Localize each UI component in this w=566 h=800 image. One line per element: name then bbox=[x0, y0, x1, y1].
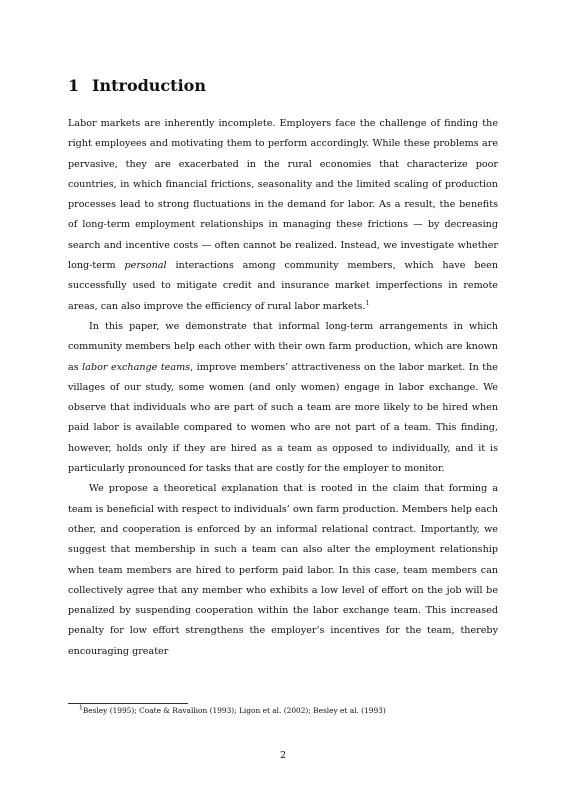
section-title: Introduction bbox=[92, 76, 206, 95]
footnote-text: Besley (1995); Coate & Ravallion (1993); Ligon et al. (2002); Besley et al. (1993) bbox=[82, 706, 386, 715]
body-text bbox=[68, 114, 498, 662]
footnote-marker: 1 bbox=[365, 299, 370, 307]
section-number: 1 bbox=[68, 76, 80, 95]
paragraph-2 bbox=[68, 317, 498, 479]
paragraph-1 bbox=[68, 114, 498, 317]
emphasized-text: personal bbox=[124, 260, 167, 272]
paragraph-text: In this paper, we demonstrate that informal long-term arrangements in which community members help each other with their own farm production, which are known as bbox=[68, 320, 498, 373]
paragraph-text: We propose a theoretical explanation that is rooted in the claim that forming a team is beneficial with respect to individuals’ own farm production. Members help each other, and cooperation is enforced by an informal relational contract. Importantly, we suggest that membership in such a team can also alter the employment relationship when team members are hired to perform paid labor. In this case, team members can collectively agree that any member who exhibits a low level of effort on the job will be penalized by suspending cooperation within the labor exchange team. This increased penalty for low effort strengthens the employer’s incentives for the team, thereby encouraging greater bbox=[68, 483, 498, 657]
section-heading bbox=[68, 76, 206, 95]
footnote-divider bbox=[68, 703, 188, 704]
paragraph-text: interactions among community members, which have been successfully used to mitigate credit and insurance market imperfections in remote areas, can also improve the efficiency of rural labor markets. bbox=[68, 260, 498, 312]
paragraph-3 bbox=[68, 479, 498, 662]
page-number: 2 bbox=[279, 750, 287, 761]
footnote bbox=[68, 706, 498, 716]
paragraph-text: , improve members’ attractiveness on the labor market. In the villages of our study, some women (and only women) engage in labor exchange. We observe that individuals who are part of such a team are more likely to be hired when paid labor is available compared to women who are not part of a team. This finding, however, holds only if they are hired as a team as opposed to individually, and it is particularly pronounced for tasks that are costly for the employer to monitor. bbox=[68, 361, 498, 475]
emphasized-text: labor exchange teams bbox=[82, 361, 191, 373]
footnote-number: 1 bbox=[79, 704, 83, 712]
paragraph-text: Labor markets are inherently incomplete. Employers face the challenge of finding the right employees and motivating them to perform accordingly. While these problems are pervasive, they are exacerbated in the rural economies that characterize poor countries, in which financial frictions, seasonality and the limited scaling of production processes lead to strong fluctuations in the demand for labor. As a result, the benefits of long-term employment relationships in managing these frictions — by decreasing search and incentive costs — often cannot be realized. Instead, we investigate whether long-term bbox=[68, 118, 498, 272]
